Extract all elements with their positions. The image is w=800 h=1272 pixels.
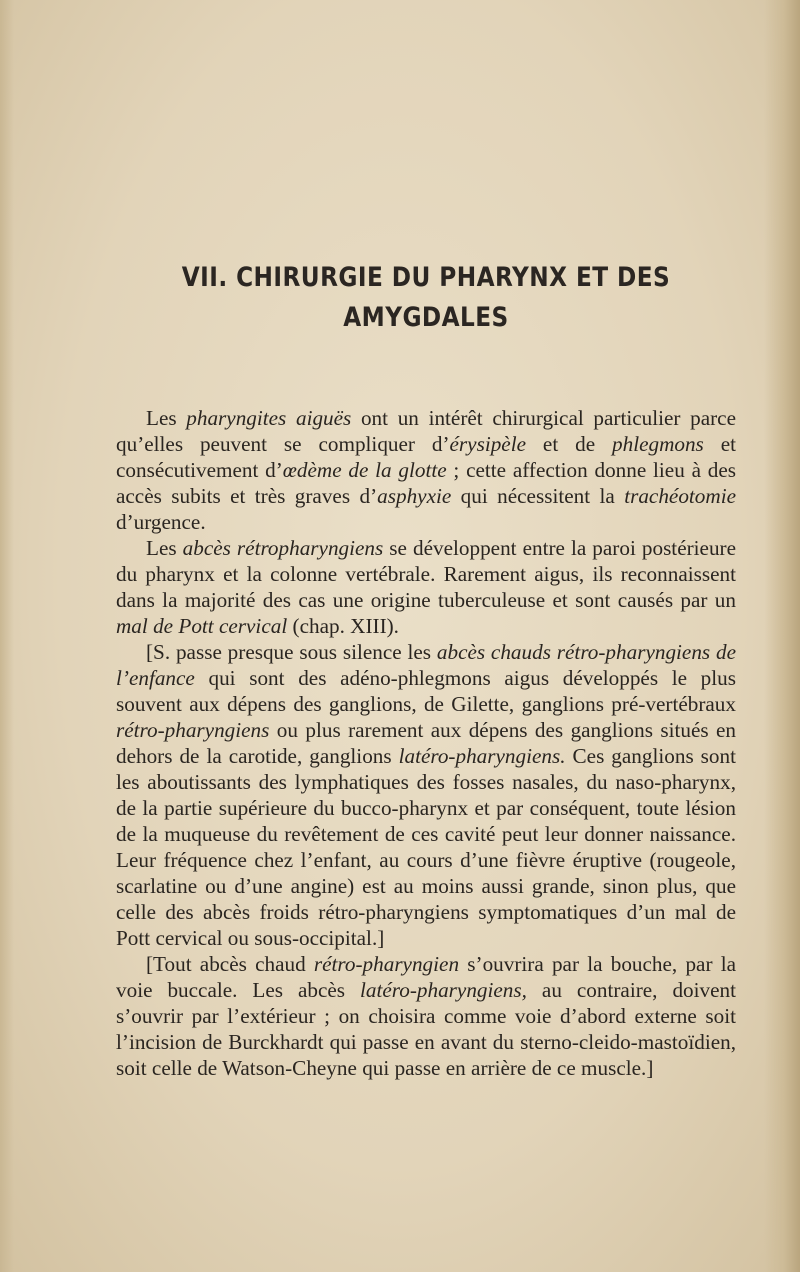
- text-run: ; cette affection donne lieu à des accès subits et très graves d’: [116, 458, 736, 508]
- chapter-heading-line-1: VII. CHIRURGIE DU PHARYNX ET DES: [181, 262, 671, 293]
- italic-term: latéro-pharyngiens.: [398, 744, 566, 768]
- text-run: qui sont des adéno-phlegmons aigus développés le plus souvent aux dépens des ganglions, de Gilette, ganglions pré-vertébraux: [116, 666, 736, 716]
- italic-term: rétro-pharyngien: [313, 952, 460, 976]
- text-run: s’ouvrira par la bouche, par la voie buccale. Les abcès: [116, 952, 737, 1002]
- text-run: d’urgence.: [116, 510, 206, 534]
- italic-term: mal de Pott cervical: [116, 614, 288, 638]
- page-right-edge-shading: [764, 0, 800, 1272]
- text-run: Ces ganglions sont les aboutissants des lymphatiques des fosses nasales, du naso-pharynx, de la partie supérieure du bucco-pharynx et par conséquent, toute lésion de la muqueuse du revêtement de ces cavité peut leur donner naissance. Leur fréquence chez l’enfant, au cours d’une fièvre éruptive (rougeole, scarlatine ou d’une angine) est au moins aussi grande, sinon plus, que celle des abcès froids rétro-pharyngiens symptomatiques d’un mal de Pott cervical ou sous-occipital.]: [116, 744, 736, 950]
- chapter-heading: [159, 258, 692, 338]
- text-run: (chap. XIII).: [287, 614, 399, 638]
- paragraph-ouverture-abces: [116, 951, 736, 1081]
- italic-term: pharyngites aiguës: [186, 406, 352, 430]
- italic-term: trachéotomie: [624, 484, 736, 508]
- text-run: et consécutivement d’: [116, 432, 736, 482]
- page-left-edge-shading: [0, 0, 14, 1272]
- italic-term: rétro-pharyngiens: [116, 718, 270, 742]
- italic-term: phlegmons: [612, 432, 704, 456]
- italic-term: asphyxie: [377, 484, 452, 508]
- body-text: [116, 405, 736, 1081]
- italic-term: œdème de la glotte: [282, 458, 447, 482]
- italic-term: abcès rétropharyngiens: [182, 536, 384, 560]
- paragraph-abces-retropharyngiens: [116, 535, 736, 639]
- paragraph-abces-chauds-enfance: [116, 639, 736, 951]
- paragraph-pharyngites: [116, 405, 736, 535]
- text-run: au contraire, doivent s’ouvrir par l’extérieur ; on choisira comme voie d’abord externe soit l’incision de Burckhardt qui passe en avant du sterno-cleido-mastoïdien, soit celle de Watson-Cheyne qui passe en arrière de ce muscle.]: [116, 978, 737, 1080]
- italic-term: abcès chauds rétro-pharyngiens de l’enfance: [116, 640, 736, 690]
- italic-term: latéro-pharyngiens,: [360, 978, 527, 1002]
- text-run: ou plus rarement aux dépens des ganglions situés en dehors de la carotide, ganglions: [116, 718, 736, 768]
- italic-term: érysipèle: [449, 432, 527, 456]
- text-run: [S. passe presque sous silence les: [146, 640, 437, 664]
- text-run: Les: [146, 536, 183, 560]
- text-run: qui nécessitent la: [451, 484, 625, 508]
- text-run: Les: [146, 406, 187, 430]
- text-run: se développent entre la paroi postérieure du pharynx et la colonne vertébrale. Rarement aigus, ils reconnaissent dans la majorité des cas une origine tuberculeuse et sont causés par un: [116, 536, 736, 612]
- text-run: et de: [526, 432, 612, 456]
- text-run: [Tout abcès chaud: [146, 952, 314, 976]
- chapter-heading-line-2: AMYGDALES: [343, 302, 509, 333]
- text-run: ont un intérêt chirurgical particulier parce qu’elles peuvent se compliquer d’: [116, 406, 736, 456]
